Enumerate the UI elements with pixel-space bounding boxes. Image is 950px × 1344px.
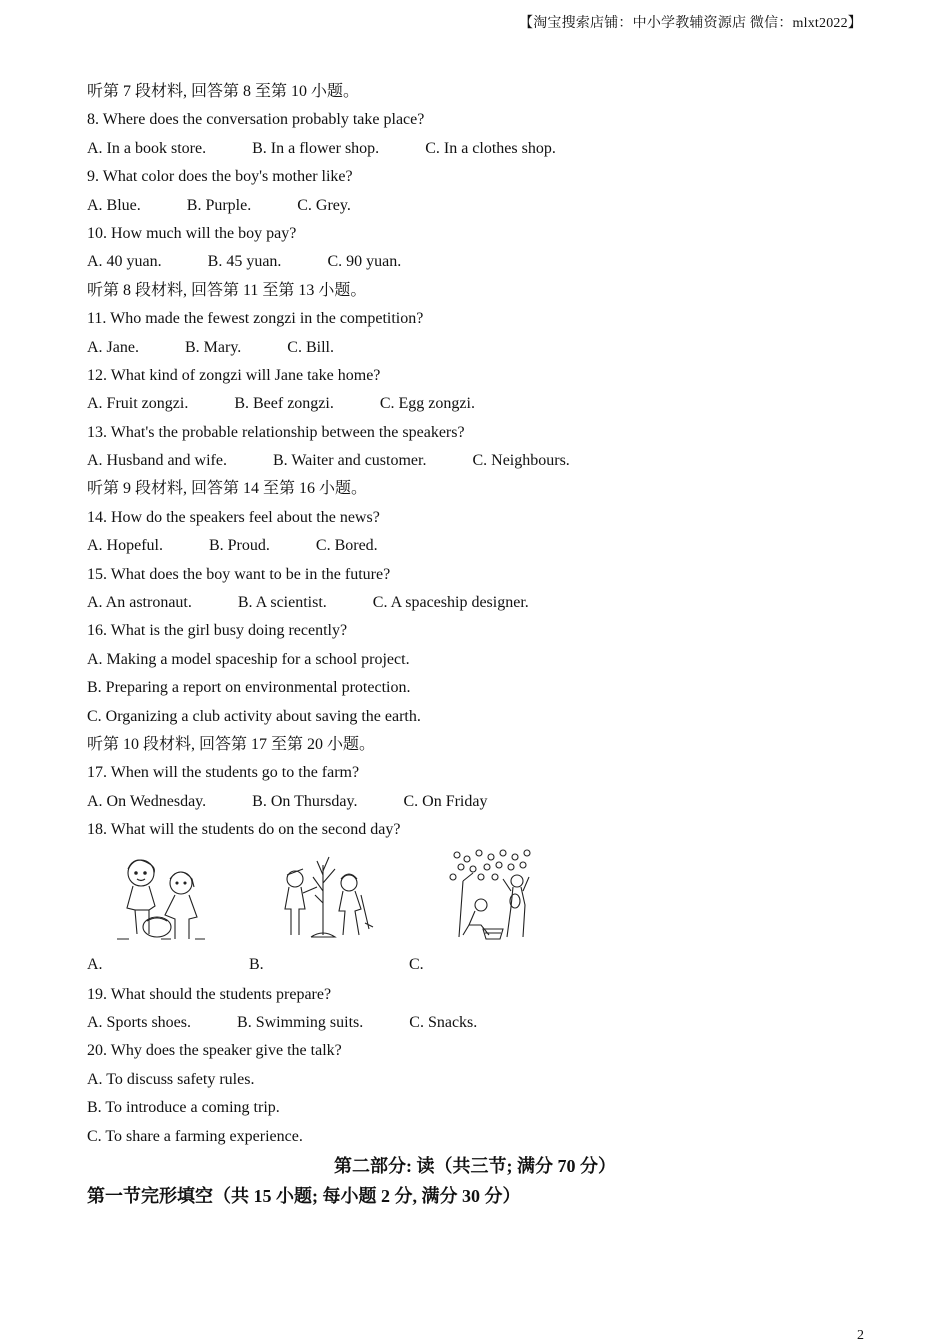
option-c: C. In a clothes shop.: [425, 139, 556, 157]
option-b: B. In a flower shop.: [252, 139, 380, 157]
question-15: 15. What does the boy want to be in the future?: [87, 565, 391, 583]
option-c: C. A spaceship designer.: [372, 594, 529, 612]
question-11: 11. Who made the fewest zongzi in the competition?: [87, 310, 424, 328]
option-b: B. A scientist.: [237, 594, 327, 612]
option-b: B. To introduce a coming trip.: [87, 1099, 280, 1117]
question-14: 14. How do the speakers feel about the news?: [87, 508, 380, 526]
option-a: A. Making a model spaceship for a school project.: [87, 650, 410, 668]
option-a: A. 40 yuan.: [87, 253, 162, 271]
option-a: A. Sports shoes.: [87, 1013, 192, 1031]
option-c: C. To share a farming experience.: [87, 1127, 303, 1145]
question-20: 20. Why does the speaker give the talk?: [87, 1042, 342, 1060]
option-b: B. On Thursday.: [252, 792, 358, 810]
option-a: A. Jane.: [87, 338, 139, 356]
option-c: C. Snacks.: [409, 1013, 478, 1031]
option-a: A.: [87, 955, 103, 973]
question-17: 17. When will the students go to the farm?: [87, 764, 360, 782]
option-c: C. Grey.: [297, 196, 351, 214]
option-a: A. Blue.: [87, 196, 141, 214]
option-c: C. 90 yuan.: [327, 253, 402, 271]
question-13-options: [87, 447, 877, 475]
section-instruction-9: 听第 9 段材料, 回答第 14 至第 16 小题。: [87, 480, 368, 498]
question-16: 16. What is the girl busy doing recently?: [87, 622, 348, 640]
option-b: B.: [249, 955, 264, 973]
option-b: B. Purple.: [186, 196, 252, 214]
option-b: B. Mary.: [184, 338, 242, 356]
option-c: C.: [409, 955, 424, 973]
option-c: C. Bill.: [287, 338, 334, 356]
part-two-title: 第二部分: 读（共三节; 满分 70 分）: [334, 1155, 616, 1176]
question-9-options: [87, 192, 877, 220]
question-8: 8. Where does the conversation probably take place?: [87, 111, 425, 129]
option-c: C. Bored.: [315, 537, 378, 555]
question-9: 9. What color does the boy's mother like?: [87, 168, 353, 186]
option-b: B. Swimming suits.: [237, 1013, 364, 1031]
question-11-options: [87, 334, 877, 362]
question-10-options: [87, 248, 877, 276]
option-a: A. On Wednesday.: [87, 792, 207, 810]
option-c: C. On Friday: [403, 792, 488, 810]
kids-picking-apples-picture: [443, 847, 539, 943]
option-b: B. Proud.: [208, 537, 270, 555]
option-c: C. Organizing a club activity about saving the earth.: [87, 707, 421, 725]
option-c: C. Neighbours.: [472, 452, 570, 470]
question-10: 10. How much will the boy pay?: [87, 224, 297, 242]
option-a: A. Husband and wife.: [87, 452, 227, 470]
option-a: A. In a book store.: [87, 139, 207, 157]
question-15-options: [87, 589, 877, 617]
question-19: 19. What should the students prepare?: [87, 985, 332, 1003]
option-b: B. Preparing a report on environmental protection.: [87, 679, 411, 697]
cloze-section-title: 第一节完形填空（共 15 小题; 每小题 2 分, 满分 30 分）: [87, 1185, 521, 1206]
question-18-picture-options: [87, 847, 877, 975]
section-instruction-10: 听第 10 段材料, 回答第 17 至第 20 小题。: [87, 735, 376, 753]
kids-planting-tree-picture: [275, 851, 375, 941]
question-12-options: [87, 390, 877, 418]
option-a: A. Fruit zongzi.: [87, 395, 189, 413]
question-12: 12. What kind of zongzi will Jane take home?: [87, 366, 381, 384]
question-19-options: [87, 1009, 877, 1037]
section-instruction-7: 听第 7 段材料, 回答第 8 至第 10 小题。: [87, 83, 360, 100]
page-content: [87, 78, 877, 1211]
question-13: 13. What's the probable relationship between the speakers?: [87, 423, 465, 441]
option-a: A. To discuss safety rules.: [87, 1070, 255, 1088]
option-a: A. An astronaut.: [87, 594, 192, 612]
page-number: 2: [857, 1328, 864, 1343]
option-a: A. Hopeful.: [87, 537, 163, 555]
question-8-options: [87, 135, 877, 163]
option-b: B. 45 yuan.: [207, 253, 282, 271]
option-c: C. Egg zongzi.: [379, 395, 475, 413]
option-b: B. Beef zongzi.: [234, 395, 334, 413]
question-17-options: [87, 788, 877, 816]
question-14-options: [87, 532, 877, 560]
page-header: 【淘宝搜索店铺：中小学教辅资源店 微信：mlxt2022】: [519, 16, 862, 31]
question-18: 18. What will the students do on the second day?: [87, 821, 401, 839]
kids-picking-vegetables-picture: [111, 855, 221, 945]
option-b: B. Waiter and customer.: [272, 452, 427, 470]
section-instruction-8: 听第 8 段材料, 回答第 11 至第 13 小题。: [87, 281, 367, 299]
